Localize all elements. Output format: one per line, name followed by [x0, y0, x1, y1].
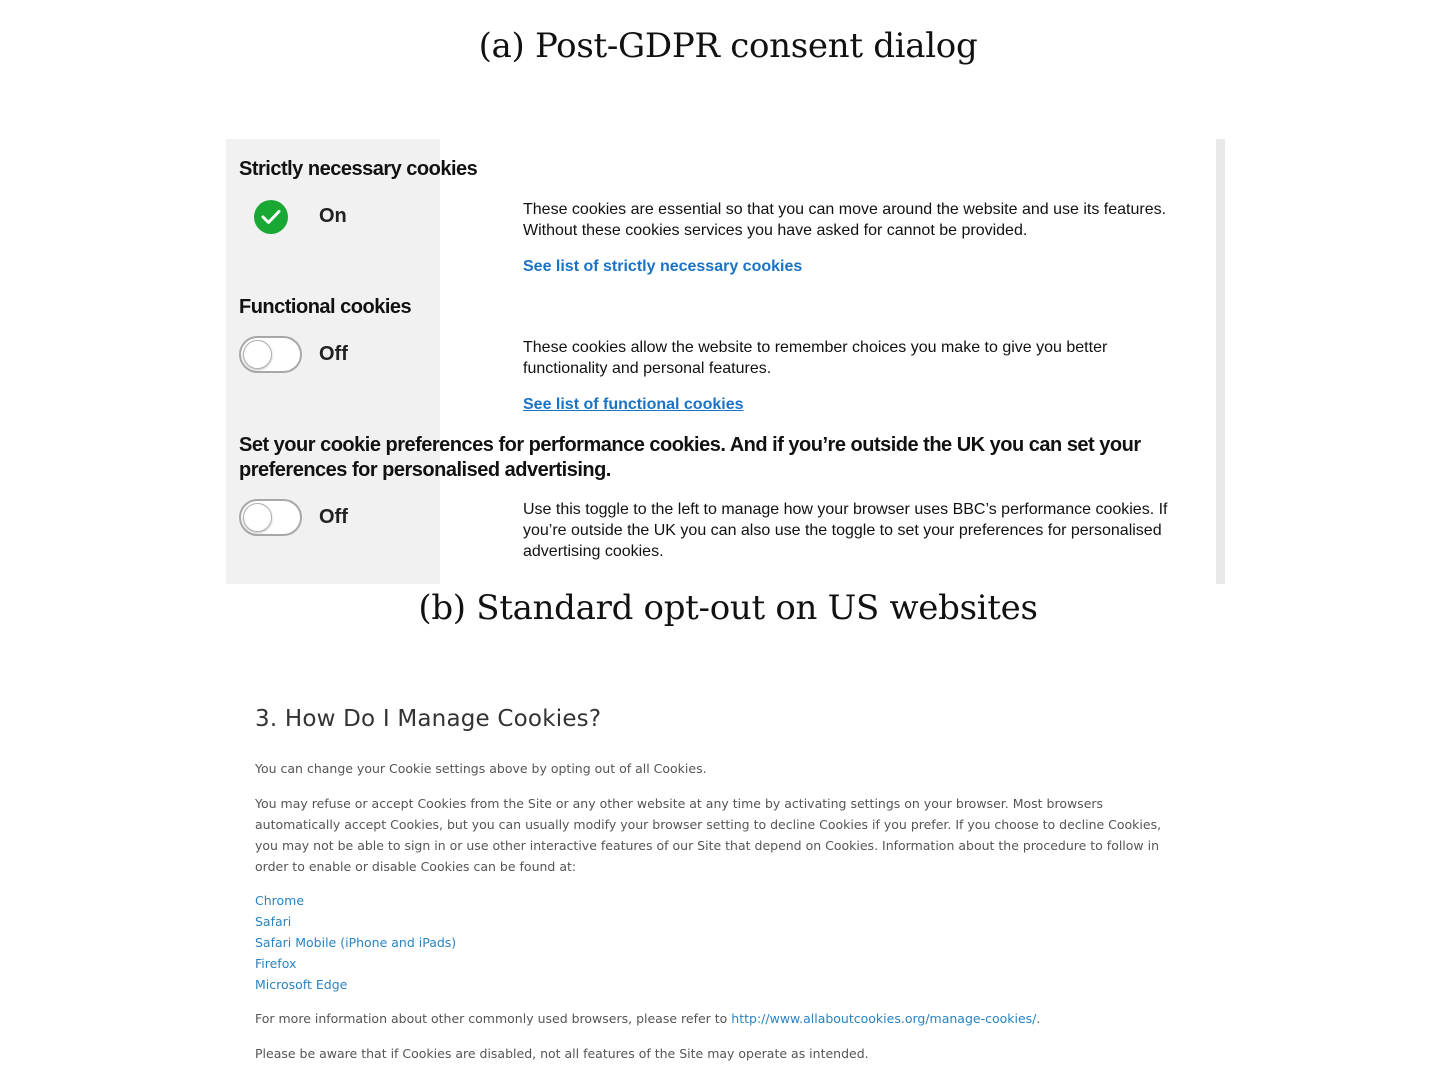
- caption-b: (b) Standard opt-out on US websites: [418, 588, 1038, 628]
- performance-cookies-state: Off: [319, 506, 348, 528]
- browser-settings-paragraph: You may refuse or accept Cookies from the Site or any other website at any time by activating settings on your browser. Most browsers automatically accept Cookies, but you can usually modify your browser setting to decline Cookies if you prefer. If you choose to decline Cookies, you may not be able to sign in or use other interactive features of our Site that depend on Cookies. Information about the procedure to follow in order to enable or disable Cookies can be found at:: [255, 796, 1162, 874]
- performance-cookies-toggle[interactable]: [239, 499, 302, 536]
- toggle-knob: [243, 503, 272, 532]
- microsoft-edge-link[interactable]: Microsoft Edge: [255, 977, 348, 992]
- browser-links-list: [255, 890, 456, 995]
- caption-a: (a) Post-GDPR consent dialog: [478, 26, 978, 66]
- manage-cookies-heading: 3. How Do I Manage Cookies?: [255, 706, 602, 732]
- more-info-suffix: .: [1036, 1011, 1041, 1026]
- disabled-cookies-note: Please be aware that if Cookies are disabled, not all features of the Site may operate as intended.: [255, 1046, 869, 1061]
- strictly-necessary-state: On: [319, 205, 347, 227]
- gdpr-consent-panel: [226, 139, 1225, 584]
- intro-paragraph: You can change your Cookie settings above by opting out of all Cookies.: [255, 761, 707, 776]
- toggle-knob: [243, 340, 272, 369]
- functional-cookies-description: These cookies allow the website to remember choices you make to give you better functionality and personal features.: [523, 339, 1108, 377]
- strictly-necessary-description: These cookies are essential so that you can move around the website and use its features. Without these cookies services you have asked for cannot be provided.: [523, 201, 1167, 239]
- functional-cookies-list-link[interactable]: See list of functional cookies: [523, 396, 744, 413]
- strictly-necessary-title: Strictly necessary cookies: [239, 158, 478, 180]
- more-info-paragraph: [255, 1008, 1185, 1029]
- functional-cookies-state: Off: [319, 343, 348, 365]
- us-optout-panel: [255, 700, 1215, 1080]
- more-info-text: For more information about other commonly used browsers, please refer to: [255, 1011, 732, 1026]
- strictly-necessary-list-link[interactable]: See list of strictly necessary cookies: [523, 258, 803, 275]
- scrollbar[interactable]: [1216, 139, 1225, 584]
- firefox-link[interactable]: Firefox: [255, 956, 297, 971]
- check-circle-icon: [254, 200, 288, 234]
- performance-cookies-description: Use this toggle to the left to manage how your browser uses BBC’s performance cookies. If you’re outside the UK you can also use the toggle to set your preferences for personalised advertising cookies.: [523, 501, 1168, 560]
- chrome-link[interactable]: Chrome: [255, 893, 305, 908]
- allaboutcookies-link[interactable]: http://www.allaboutcookies.org/manage-cookies/: [731, 1011, 1037, 1026]
- performance-cookies-title: Set your cookie preferences for performance cookies. And if you’re outside the UK you can set your preferences for personalised advertising.: [239, 434, 1141, 481]
- safari-link[interactable]: Safari: [255, 914, 292, 929]
- functional-cookies-toggle[interactable]: [239, 336, 302, 373]
- safari-mobile-link[interactable]: Safari Mobile (iPhone and iPads): [255, 935, 457, 950]
- functional-cookies-title: Functional cookies: [239, 296, 412, 318]
